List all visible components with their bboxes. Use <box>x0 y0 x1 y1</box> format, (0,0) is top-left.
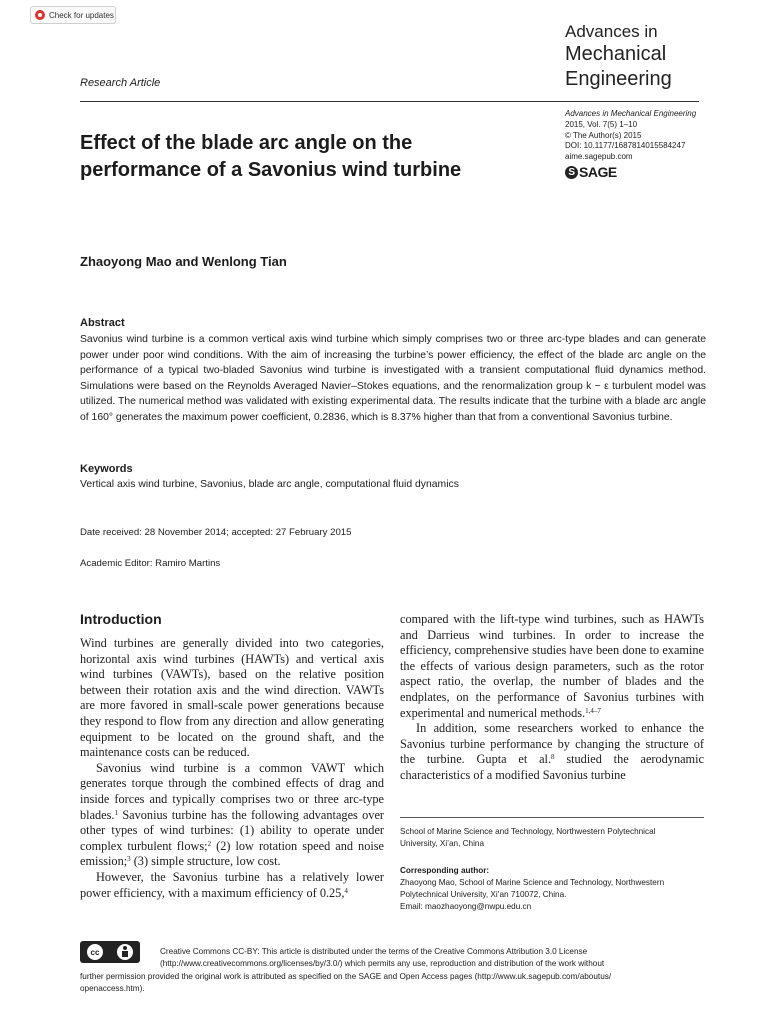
reference-link[interactable]: 8 <box>551 753 555 762</box>
crossmark-icon <box>35 10 45 20</box>
abstract-heading: Abstract <box>80 317 125 329</box>
journal-name-line: Engineering <box>565 68 672 90</box>
journal-meta <box>565 109 725 163</box>
license-line: openaccess.htm). <box>80 984 145 994</box>
meta-copyright: © The Author(s) 2015 <box>565 130 642 140</box>
license-line: further permission provided the original work is attributed as specified on the SAGE and Open Access pages (http://www.uk.sagepub.com/aboutus/ <box>80 971 612 981</box>
license-notice <box>80 946 706 996</box>
affiliation-line: School of Marine Science and Technology, Northwestern Polytechnical <box>400 827 656 836</box>
text-run: In addition, some researchers worked to enhance the Savonius turbine performance by changing the structure of the turbine. Gupta et al. <box>400 721 704 767</box>
article-authors: Zhaoyong Mao and Wenlong Tian <box>80 254 287 269</box>
corresponding-author-line: Polytechnical University, Xi’an 710072, China. <box>400 890 567 899</box>
license-line: (http://www.creativecommons.org/licenses/by/3.0/) which permits any use, reproduction and distribution of the work without <box>160 959 605 969</box>
reference-link[interactable]: 1,4–7 <box>585 706 601 715</box>
text-run: Savonius wind turbine is a common VAWT which generates torque through the combined effects of drag and inside forces and typically comprises two or three arc-type blades. <box>80 760 384 822</box>
body-column-right <box>400 612 704 784</box>
paragraph: Wind turbines are generally divided into two categories, horizontal axis wind turbines (HAWTs) and vertical axis wind turbines (VAWTs), based on the relative position between their rotation axis and the wind direction. VAWTs are more favored in small-scale power generations because they respond to flow from any direction and allow generating equipment to be located on the ground shaft, and the maintenance costs can be reduced. <box>80 636 384 760</box>
text-run: However, the Savonius turbine has a relatively lower power efficiency, with a maximum efficiency of 0.25, <box>80 869 384 900</box>
text-run: (2) low rotation speed and noise emission; <box>80 838 385 869</box>
keywords-text: Vertical axis wind turbine, Savonius, blade arc angle, computational fluid dynamics <box>80 479 459 490</box>
paragraph <box>400 612 704 721</box>
sage-wordmark: SAGE <box>579 164 617 180</box>
license-line: Creative Commons CC-BY: This article is distributed under the terms of the Creative Commons Attribution 3.0 License <box>160 947 588 956</box>
article-title: Effect of the blade arc angle on the performance of a Savonius wind turbine <box>80 132 462 181</box>
header-rule <box>80 101 699 102</box>
sage-logo <box>565 164 617 180</box>
meta-doi[interactable]: DOI: 10.1177/1687814015584247 <box>565 141 686 151</box>
meta-journal: Advances in Mechanical Engineering <box>565 109 697 118</box>
footnote-rule <box>400 817 704 818</box>
text-run: studied the aerodynamic characteristics of a modified Savonius turbine <box>400 752 704 782</box>
journal-name-line: Mechanical <box>565 43 667 65</box>
section-heading-introduction: Introduction <box>80 611 162 627</box>
reference-link[interactable]: 2 <box>207 839 212 848</box>
body-column-left <box>80 636 384 901</box>
meta-volume: 2015, Vol. 7(5) 1–10 <box>565 119 638 129</box>
check-for-updates-badge[interactable] <box>30 6 116 24</box>
corresponding-author-heading: Corresponding author: <box>400 866 490 875</box>
check-for-updates-label: Check for updates <box>49 10 114 20</box>
affiliation-footnote <box>400 826 705 913</box>
reference-link[interactable]: 3 <box>127 855 131 864</box>
text-run: compared with the lift-type wind turbines, such as HAWTs and Darrieus wind turbines. In order to increase the efficiency, comprehensive studies have been done to examine the effects of various design parameters, such as the rotor aspect ratio, the overlap, the number of blades and the endplates, on the performance of Savonius turbines with experimental and numerical methods. <box>400 612 704 720</box>
text-run: (3) simple structure, low cost. <box>130 854 281 869</box>
reference-link[interactable]: 4 <box>344 886 348 895</box>
meta-site[interactable]: aime.sagepub.com <box>565 152 633 162</box>
abstract-text: Savonius wind turbine is a common vertical axis wind turbine which simply comprises two or three arc-type blades and can generate power under poor wind conditions. With the aim of increasing the turbine’s power efficiency, the effect of the blade arc angle on the performance of a typical two-bladed Savonius wind turbine is investigated with a transient computational fluid dynamics method. Simulations were based on the Reynolds Averaged Navier–Stokes equations, and the renormalization group k − ε turbulent model was utilized. The numerical method was validated with existing experimental data. The results indicate that the turbine with a blade arc angle of 160° generates the maximum power coefficient, 0.2836, which is 8.37% higher than that from a conventional Savonius turbine. <box>80 334 706 423</box>
creative-commons-icon: cc <box>87 944 103 960</box>
keywords-heading: Keywords <box>80 463 133 475</box>
article-type: Research Article <box>80 77 161 89</box>
academic-editor: Academic Editor: Ramiro Martins <box>80 558 221 569</box>
sage-s-icon: S <box>565 166 578 179</box>
journal-name <box>565 22 755 92</box>
journal-name-line: Advances in <box>565 22 658 41</box>
corresponding-author-line: Zhaoyong Mao, School of Marine Science and Technology, Northwestern <box>400 878 665 887</box>
reference-link[interactable]: 1 <box>114 808 118 817</box>
paragraph <box>80 761 384 870</box>
corresponding-author-email[interactable]: Email: maozhaoyong@nwpu.edu.cn <box>400 902 532 911</box>
text-run: Savonius turbine has the following advantages over other types of wind turbines: (1) ability to operate under complex turbulent flows; <box>80 807 384 853</box>
dates-received: Date received: 28 November 2014; accepted: 27 February 2015 <box>80 527 352 538</box>
paragraph <box>80 870 384 901</box>
paragraph <box>400 721 704 783</box>
affiliation-line: University, Xi’an, China <box>400 839 485 848</box>
